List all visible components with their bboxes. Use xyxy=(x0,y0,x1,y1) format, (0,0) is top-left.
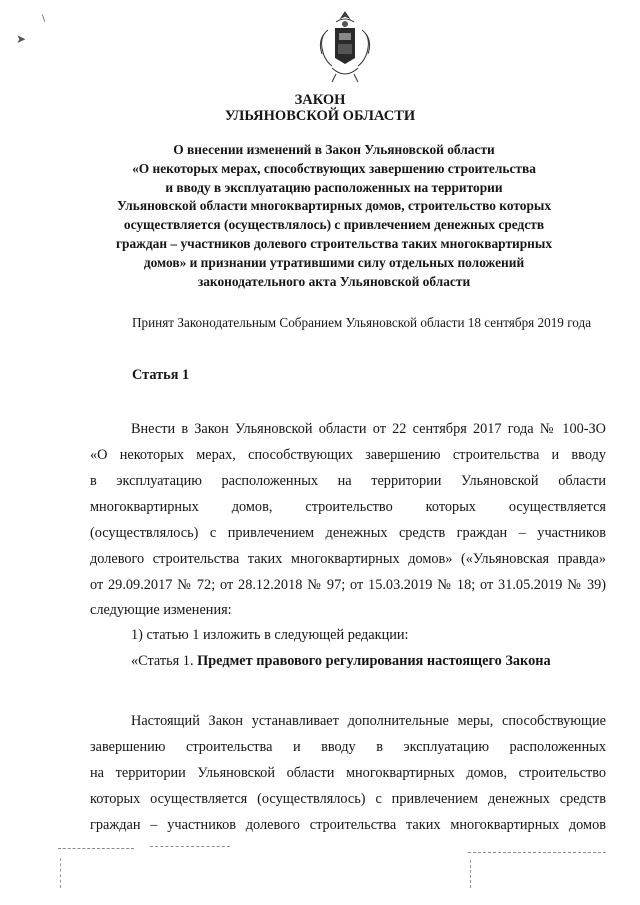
subtitle-line: домов» и признании утратившими силу отдельных положений xyxy=(143,254,525,270)
paragraph-line: многоквартирных домов, строительство которых осуществляется xyxy=(90,499,606,515)
footer-corner-mark xyxy=(60,858,61,888)
article-heading: Статья 1 xyxy=(132,367,190,383)
paragraph-line: «О некоторых мерах, способствующих завершению строительства и вводу xyxy=(90,447,606,463)
law-subtitle xyxy=(104,141,564,291)
subtitle-line: «О некоторых мерах, способствующих завершению строительства xyxy=(132,160,536,176)
amendment-item-1: 1) статью 1 изложить в следующей редакции: xyxy=(131,627,409,643)
quoted-article-title: Предмет правового регулирования настоящего Закона xyxy=(197,653,551,669)
adoption-note: Принят Законодательным Собранием Ульяновской области 18 сентября 2019 года xyxy=(132,315,592,330)
subtitle-line: законодательного акта Ульяновской области xyxy=(197,273,471,289)
footer-divider xyxy=(150,846,230,847)
footer-divider xyxy=(58,848,134,849)
paragraph-line: на территории Ульяновской области многоквартирных домов, строительство xyxy=(90,765,606,781)
law-title-line-2: УЛЬЯНОВСКОЙ ОБЛАСТИ xyxy=(224,108,416,124)
paragraph-line: завершению строительства и вводу в эксплуатацию расположенных xyxy=(90,739,606,755)
paragraph-line: от 29.09.2017 № 72; от 28.12.2018 № 97; от 15.03.2019 № 18; от 31.05.2019 № 39) xyxy=(90,577,606,593)
paragraph-line: долевого строительства таких многоквартирных домов» («Ульяновская правда» xyxy=(90,551,606,567)
footer-corner-mark xyxy=(470,860,471,888)
subtitle-line: и вводу в эксплуатацию расположенных на территории xyxy=(165,179,503,195)
paragraph-line: которых осуществляется (осуществлялось) с привлечением денежных средств xyxy=(90,791,606,807)
paragraph-line: Настоящий Закон устанавливает дополнительные меры, способствующие xyxy=(131,713,606,729)
paragraph-line: (осуществлялось) с привлечением денежных средств граждан – участников xyxy=(90,525,606,541)
coat-of-arms-icon xyxy=(314,8,376,86)
quoted-article-prefix: «Статья 1. xyxy=(131,653,198,669)
paragraph-line: Внести в Закон Ульяновской области от 22 сентября 2017 года № 100-ЗО xyxy=(131,421,606,437)
paragraph-line: в эксплуатацию расположенных на территории Ульяновской области xyxy=(90,473,606,489)
paragraph-line: следующие изменения: xyxy=(90,602,232,618)
scan-mark-arrow: ➤ xyxy=(16,32,27,46)
scan-mark-top: \ xyxy=(42,14,46,24)
footer-divider xyxy=(468,852,606,853)
quoted-article-heading xyxy=(131,651,640,671)
law-title-line-1: ЗАКОН xyxy=(294,92,346,108)
subtitle-line: О внесении изменений в Закон Ульяновской области xyxy=(173,142,495,157)
subtitle-line: осуществляется (осуществлялось) с привлечением денежных средств xyxy=(123,217,545,233)
law-title xyxy=(0,92,640,124)
paragraph-line: граждан – участников долевого строительства таких многоквартирных домов xyxy=(90,817,606,833)
subtitle-line: граждан – участников долевого строительства таких многоквартирных xyxy=(115,235,553,251)
subtitle-line: Ульяновской области многоквартирных домов, строительство которых xyxy=(116,198,552,214)
